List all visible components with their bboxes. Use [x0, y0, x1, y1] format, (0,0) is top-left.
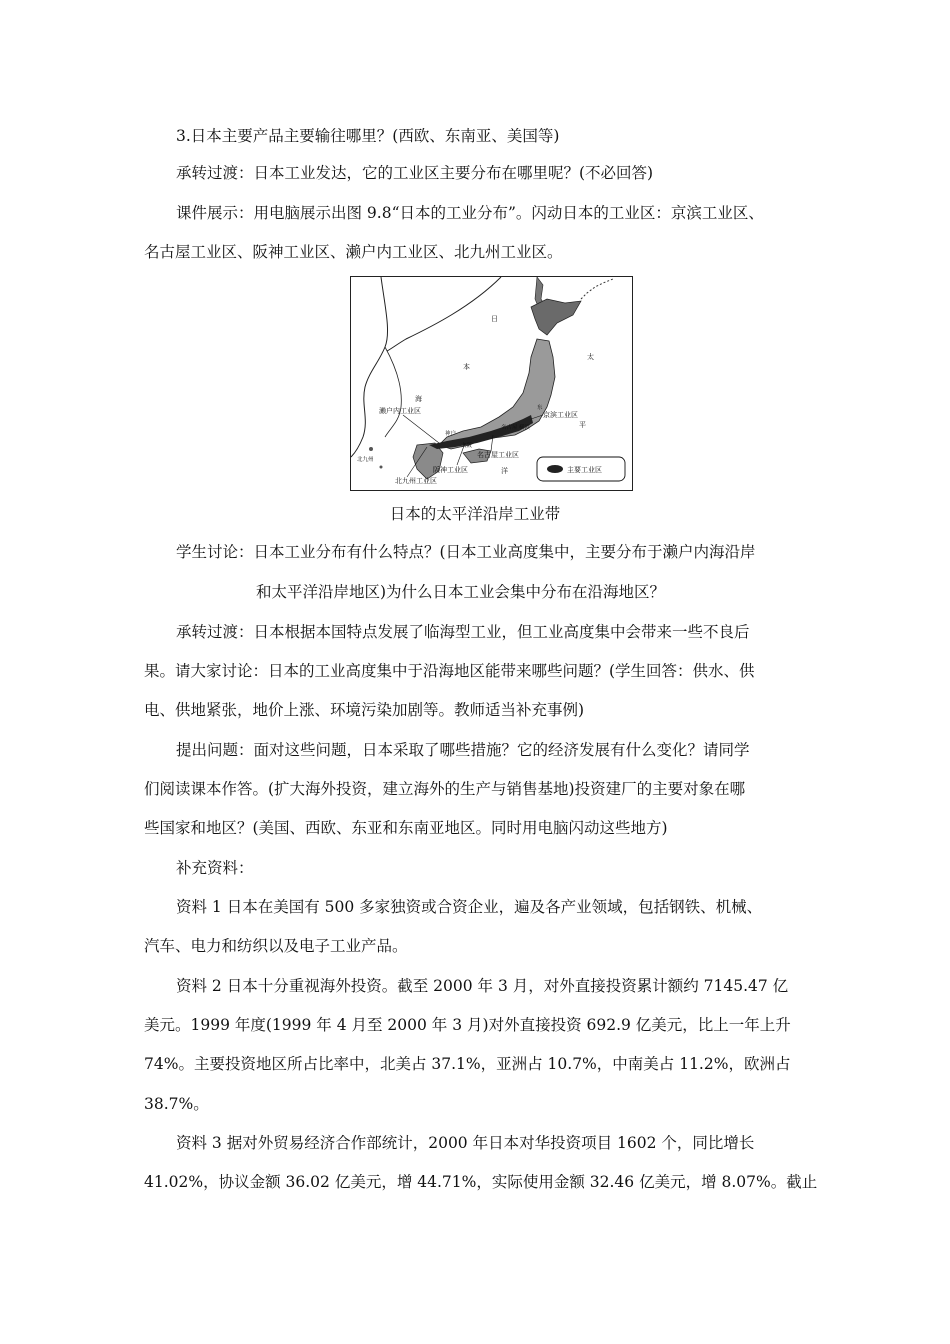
label-keihin: 京滨工业区	[543, 411, 578, 419]
hokkaido-island	[531, 299, 581, 335]
label-setouchi: 濑户内工业区	[379, 407, 421, 415]
material-2c: 74%。主要投资地区所占比率中，北美占 37.1%，亚洲占 10.7%，中南美占 11.2%，欧洲占	[144, 1055, 791, 1073]
material-1a: 资料 1 日本在美国有 500 多家独资或合资企业，遍及各产业领域，包括钢铁、机械、	[176, 898, 763, 916]
paragraph-question-3: 3.日本主要产品主要输往哪里？(西欧、东南亚、美国等)	[176, 127, 560, 145]
ocean-label-ping: 平	[579, 421, 586, 429]
material-3b: 41.02%，协议金额 36.02 亿美元，增 44.71%，实际使用金额 32.46 亿美元，增 8.07%。截止	[144, 1173, 818, 1191]
city-label-tokyo: 东	[537, 405, 543, 411]
border-line	[387, 277, 501, 351]
material-3a: 资料 3 据对外贸易经济合作部统计，2000 年日本对华投资项目 1602 个，同比增长	[176, 1134, 755, 1152]
kuril-islands	[581, 279, 613, 299]
ocean-label-tai: 太	[587, 353, 594, 361]
paragraph-courseware-2: 名古屋工业区、阪神工业区、濑户内工业区、北九州工业区。	[144, 243, 563, 261]
paragraph-discussion-2: 和太平洋沿岸地区)为什么日本工业会集中分布在沿海地区？	[256, 583, 666, 601]
material-2b: 美元。1999 年度(1999 年 4 月至 2000 年 3 月)对外直接投资 692.9 亿美元，比上一年上升	[144, 1016, 791, 1034]
legend-label: 主要工业区	[567, 466, 602, 474]
city-label-osaka: 大阪	[461, 443, 473, 449]
ocean-label-yang: 洋	[501, 467, 508, 475]
paragraph-courseware-1: 课件展示：用电脑展示出图 9.8“日本的工业分布”。闪动日本的工业区：京滨工业区、	[176, 204, 764, 222]
paragraph-discussion-1: 学生讨论：日本工业分布有什么特点？(日本工业高度集中，主要分布于濑户内海沿岸	[176, 543, 756, 561]
label-kitakyushu: 北九州工业区	[395, 477, 437, 485]
paragraph-question-c: 些国家和地区？(美国、西欧、东亚和东南亚地区。同时用电脑闪动这些地方)	[144, 819, 668, 837]
sea-label-ben: 本	[463, 363, 470, 371]
label-nagoya-region: 名古屋工业区	[477, 451, 519, 459]
paragraph-transition-1: 承转过渡：日本工业发达，它的工业区主要分布在哪里呢？(不必回答)	[176, 164, 654, 182]
city-label-yokohama: 横滨	[519, 425, 531, 431]
legend-swatch	[547, 465, 563, 473]
material-1b: 汽车、电力和纺织以及电子工业产品。	[144, 937, 408, 955]
city-label-nagoya: 名古屋	[501, 425, 518, 431]
asia-coastline	[351, 277, 388, 457]
paragraph-question-a: 提出问题：面对这些问题，日本采取了哪些措施？它的经济发展有什么变化？请同学	[176, 741, 750, 759]
material-2a: 资料 2 日本十分重视海外投资。截至 2000 年 3 月，对外直接投资累计额约 7145.47 亿	[176, 977, 789, 995]
label-hanshin: 阪神工业区	[433, 466, 468, 474]
paragraph-transition-2c: 电、供地紧张，地价上涨、环境污染加剧等。教师适当补充事例)	[144, 701, 585, 719]
paragraph-transition-2b: 果。请大家讨论：日本的工业高度集中于沿海地区能带来哪些问题？(学生回答：供水、供	[144, 662, 755, 680]
sea-label-hai: 海	[415, 395, 422, 403]
figure-caption: 日本的太平洋沿岸工业带	[389, 505, 561, 523]
city-label-kobe: 神户	[445, 431, 457, 437]
material-2d: 38.7%。	[144, 1095, 209, 1113]
paragraph-transition-2a: 承转过渡：日本根据本国特点发展了临海型工业，但工业高度集中会带来一些不良后	[176, 623, 750, 641]
supplement-heading: 补充资料：	[176, 859, 254, 877]
japan-industry-map	[350, 276, 633, 491]
sea-label-ri: 日	[491, 315, 498, 323]
label-kitakyushu-city: 北九州	[357, 457, 374, 463]
korea-coast	[385, 347, 401, 437]
paragraph-question-b: 们阅读课本作答。(扩大海外投资，建立海外的生产与销售基地)投资建厂的主要对象在哪	[144, 780, 746, 798]
